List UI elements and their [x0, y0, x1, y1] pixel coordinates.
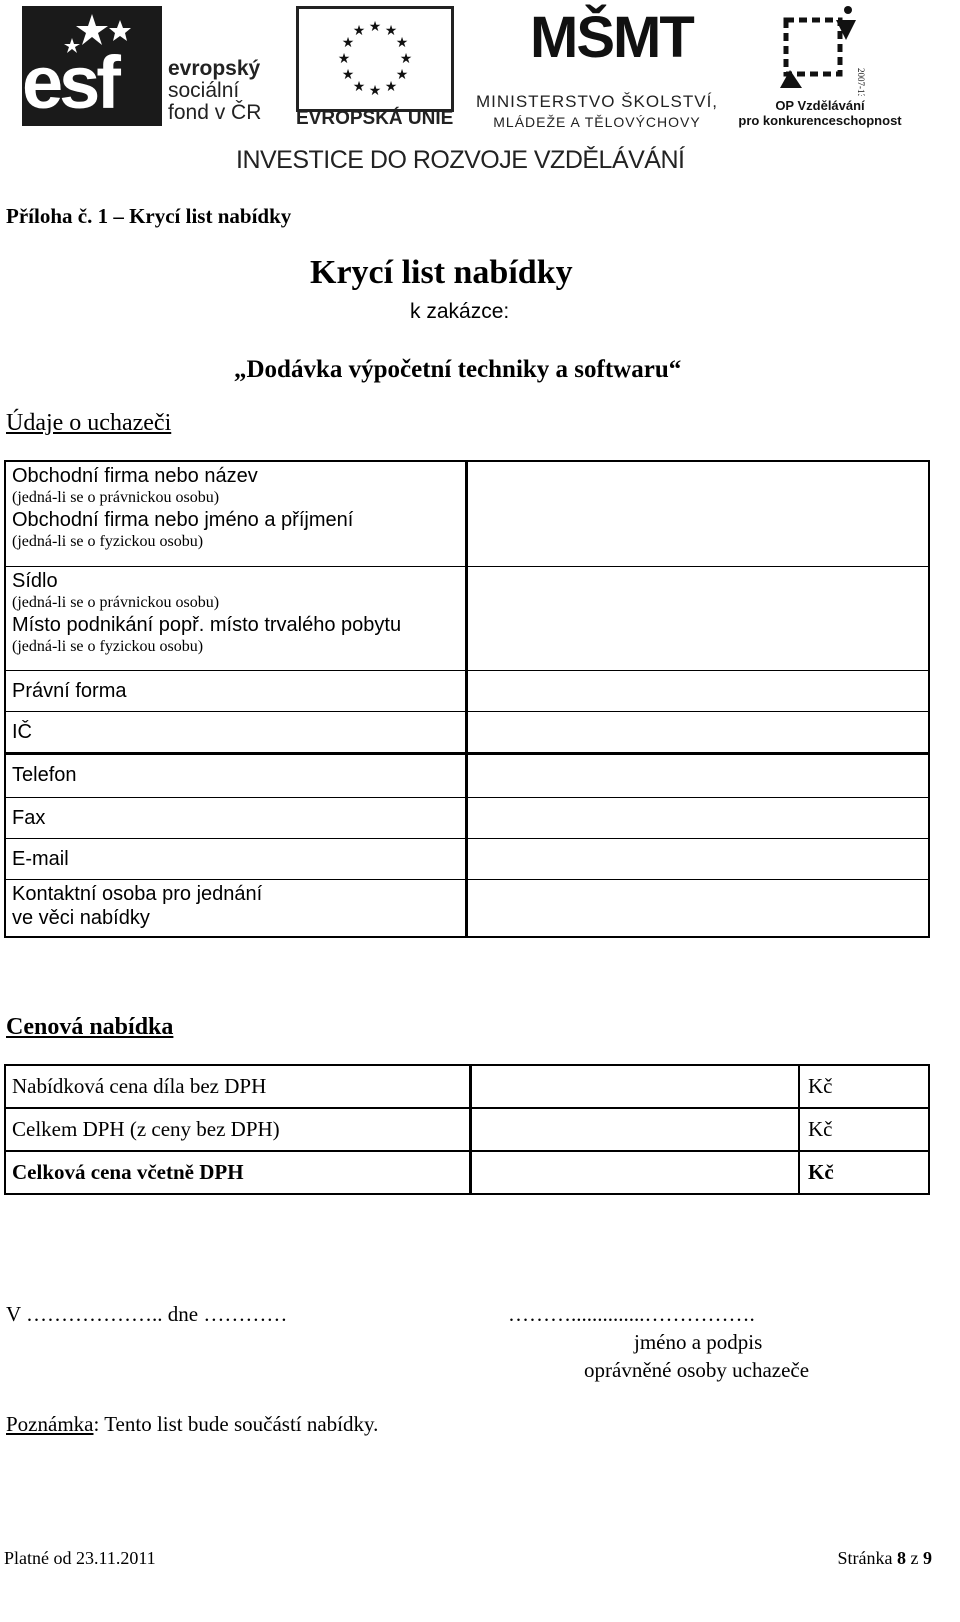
legal-form-input[interactable] [468, 671, 928, 711]
svg-text:★: ★ [395, 68, 409, 83]
svg-text:★: ★ [384, 80, 398, 95]
vat-input[interactable] [472, 1109, 800, 1150]
row-label: Fax [6, 798, 468, 838]
currency-label: Kč [808, 1117, 833, 1141]
footer-valid-date: Platné od 23.11.2011 [4, 1548, 156, 1568]
table-row [6, 1107, 928, 1150]
svg-text:★: ★ [399, 52, 413, 67]
svg-text:★: ★ [384, 24, 398, 39]
svg-text:2007-13: 2007-13 [856, 68, 866, 96]
signature-caption: jméno a podpis [634, 1330, 763, 1354]
svg-text:★: ★ [395, 36, 409, 51]
place-date-line: V ……………….. dne ………… [6, 1302, 288, 1326]
esf-logo-mark: esf [22, 41, 117, 124]
op-logo-icon [778, 6, 868, 96]
row-label: Sídlo (jedná-li se o právnickou osobu) Místo podnikání popř. místo trvalého pobytu (jedná-li se o fyzickou osobu) [6, 567, 468, 670]
footer-page-number: Stránka 8 z 9 [837, 1548, 932, 1568]
table-row [6, 879, 928, 936]
price-label: Celkem DPH (z ceny bez DPH) [6, 1109, 472, 1150]
signature-line: ………..............……………. [508, 1302, 755, 1326]
table-row [6, 566, 928, 670]
row-label: Právní forma [6, 671, 468, 711]
signature-caption-2: oprávněné osoby uchazeče [584, 1358, 810, 1382]
applicant-table [4, 460, 930, 938]
table-row [6, 462, 928, 566]
price-label: Nabídková cena díla bez DPH [6, 1066, 472, 1107]
applicant-address-input[interactable] [468, 567, 928, 670]
tagline: INVESTICE DO ROZVOJE VZDĚLÁVÁNÍ [236, 146, 685, 174]
row-label: E-mail [6, 839, 468, 879]
svg-text:★: ★ [368, 20, 382, 35]
esf-logo-text: evropský sociální fond v ČR [168, 57, 262, 124]
svg-text:★: ★ [341, 36, 355, 51]
price-with-vat-input[interactable] [472, 1152, 800, 1193]
op-text: OP Vzdělávání pro konkurenceschopnost [738, 98, 902, 128]
email-input[interactable] [468, 839, 928, 879]
contract-name: „Dodávka výpočetní techniky a softwaru“ [234, 356, 682, 383]
table-row [6, 797, 928, 838]
price-without-vat-input[interactable] [472, 1066, 800, 1107]
msmt-logo: MŠMT [530, 5, 693, 70]
subtitle: k zakázce: [410, 300, 510, 323]
contact-person-input[interactable] [468, 880, 928, 936]
page-title: Krycí list nabídky [310, 254, 573, 291]
svg-text:★: ★ [337, 52, 351, 67]
section-price-heading: Cenová nabídka [6, 1014, 174, 1040]
svg-text:★: ★ [368, 84, 382, 99]
fax-input[interactable] [468, 798, 928, 838]
annex-heading: Příloha č. 1 – Krycí list nabídky [6, 204, 292, 228]
table-row [6, 670, 928, 711]
table-row [6, 711, 928, 752]
currency-label: Kč [808, 1074, 833, 1098]
svg-text:★: ★ [341, 68, 355, 83]
section-applicant-heading: Údaje o uchazeči [6, 410, 172, 436]
currency-label: Kč [808, 1160, 834, 1184]
msmt-text: MINISTERSTVO ŠKOLSTVÍ, MLÁDEŽE A TĚLOVÝCHOVY [475, 92, 719, 130]
phone-input[interactable] [468, 755, 928, 797]
row-label: IČ [6, 712, 468, 752]
row-label: Telefon [6, 755, 468, 797]
row-label: Kontaktní osoba pro jednání ve věci nabídky [6, 880, 468, 936]
table-row [6, 838, 928, 879]
price-label: Celková cena včetně DPH [6, 1152, 472, 1193]
eu-flag-icon [296, 6, 454, 112]
price-table [4, 1064, 930, 1195]
applicant-name-input[interactable] [468, 462, 928, 566]
table-row [6, 1150, 928, 1193]
eu-label: EVROPSKÁ UNIE [296, 108, 454, 129]
ico-input[interactable] [468, 712, 928, 752]
table-row [6, 752, 928, 797]
svg-text:★: ★ [352, 24, 366, 39]
table-row [6, 1066, 928, 1107]
row-label: Obchodní firma nebo název (jedná-li se o právnickou osobu) Obchodní firma nebo jméno a příjmení (jedná-li se o fyzickou osobu) [6, 462, 468, 566]
svg-text:★: ★ [352, 80, 366, 95]
note: Poznámka: Tento list bude součástí nabídky. [6, 1412, 379, 1436]
